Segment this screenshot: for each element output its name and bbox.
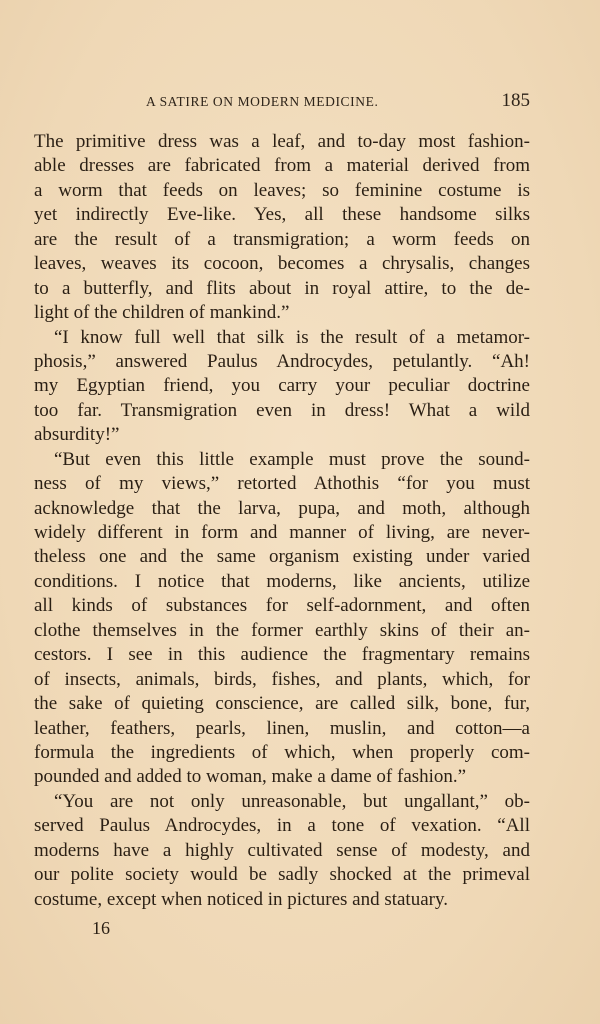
text-line: leaves, weaves its cocoon, becomes a chrysalis, changes (34, 253, 530, 275)
text-line: a worm that feeds on leaves; so feminine costume is (34, 179, 530, 201)
text-line: conditions. I notice that moderns, like ancients, utilize (34, 570, 530, 592)
text-line: “You are not only unreasonable, but ungallant,” ob- (54, 790, 530, 812)
text-line: our polite society would be sadly shocked at the primeval (34, 864, 530, 886)
text-line: light of the children of mankind.” (34, 302, 290, 324)
text-line: “But even this little example must prove the sound- (54, 448, 530, 470)
text-line: The primitive dress was a leaf, and to-day most fashion- (34, 131, 530, 152)
text-line: the sake of quieting conscience, are called silk, bone, fur, (34, 693, 530, 715)
body-text (34, 130, 530, 912)
page-header (34, 90, 530, 114)
text-line: my Egyptian friend, you carry your peculiar doctrine (34, 375, 530, 397)
text-line: to a butterfly, and flits about in royal attire, to the de- (34, 277, 530, 299)
text-line: phosis,” answered Paulus Androcydes, petulantly. “Ah! (34, 350, 530, 372)
text-line: widely different in form and manner of living, are never- (34, 522, 530, 543)
text-line: pounded and added to woman, make a dame of fashion.” (34, 766, 467, 788)
running-head: A SATIRE ON MODERN MEDICINE. (146, 94, 379, 109)
text-line: all kinds of substances for self-adornment, and often (34, 595, 530, 617)
text-line: are the result of a transmigration; a worm feeds on (34, 228, 530, 250)
text-line: yet indirectly Eve-like. Yes, all these handsome silks (34, 204, 530, 226)
text-line: too far. Transmigration even in dress! What a wild (34, 399, 530, 421)
text-line: able dresses are fabricated from a material derived from (34, 155, 530, 177)
text-line: “I know full well that silk is the result of a metamor- (54, 326, 530, 348)
text-line: moderns have a highly cultivated sense of modesty, and (34, 839, 530, 861)
text-line: clothe themselves in the former earthly skins of their an- (34, 619, 530, 641)
text-line: absurdity!” (34, 424, 120, 446)
text-line: cestors. I see in this audience the fragmentary remains (34, 644, 530, 666)
text-line: theless one and the same organism existing under varied (34, 546, 530, 568)
page-number: 185 (501, 90, 530, 111)
text-line: costume, except when noticed in pictures and statuary. (34, 888, 448, 910)
text-line: served Paulus Androcydes, in a tone of vexation. “All (34, 815, 530, 837)
text-line: ness of my views,” retorted Athothis “for you must (34, 473, 530, 495)
text-line: of insects, animals, birds, fishes, and plants, which, for (34, 668, 530, 690)
text-line: leather, feathers, pearls, linen, muslin, and cotton—a (34, 717, 530, 739)
text-line: formula the ingredients of which, when properly com- (34, 741, 530, 763)
signature-mark: 16 (92, 918, 110, 938)
text-line: acknowledge that the larva, pupa, and moth, although (34, 497, 530, 519)
